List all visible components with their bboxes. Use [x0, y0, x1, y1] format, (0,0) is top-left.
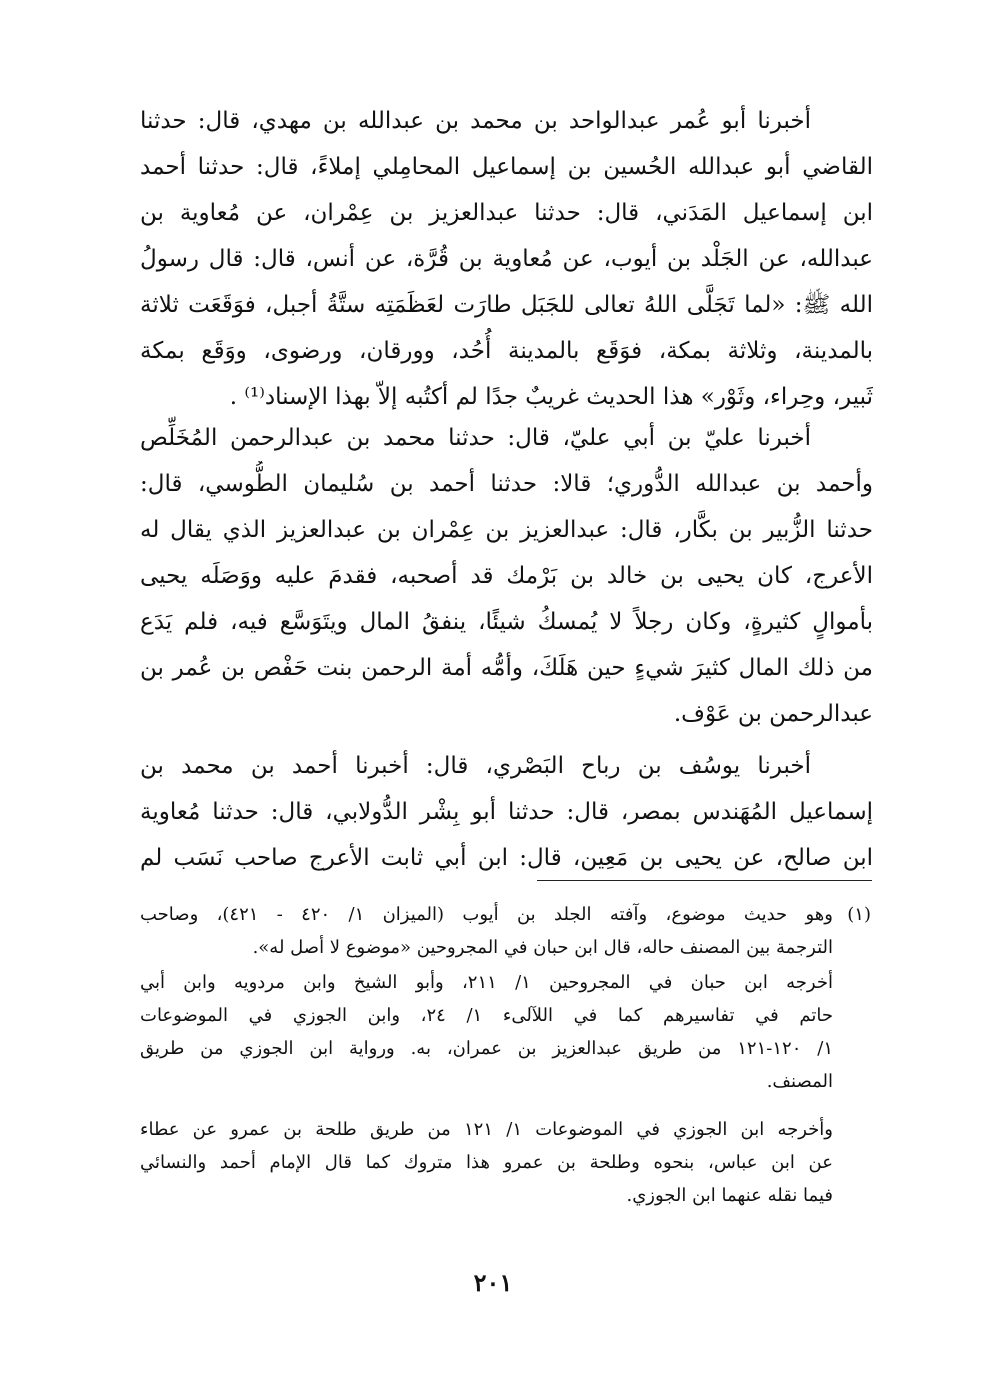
footnote-block-3: [140, 1113, 871, 1212]
text-line: الأعرج، كان يحيى بن خالد بن بَرْمك قد أصحبه، فقدمَ عليه ووَصَلَه يحيى: [140, 563, 873, 589]
text-line: إسماعيل المُهَندس بمصر، قال: حدثنا أبو بِشْر الدُّولابي، قال: حدثنا مُعاوية: [140, 799, 873, 825]
footnote-line: [140, 898, 871, 931]
footnote-marker: (١): [847, 904, 871, 925]
text-line: حدثنا الزُّبير بن بكَّار، قال: عبدالعزيز بن عِمْران بن عبدالعزيز الذي يقال له: [140, 517, 873, 543]
text-line: وأحمد بن عبدالله الدُّوري؛ قالا: حدثنا أحمد بن سُليمان الطُّوسي، قال:: [140, 471, 873, 497]
footnote-line: المصنف.: [766, 1071, 833, 1092]
text-line: من ذلك المال كثيرَ شيءٍ حين هَلَكَ، وأمُّه أمة الرحمن بنت حَفْص بن عُمر بن: [140, 655, 873, 681]
text-line: عبدالرحمن بن عَوْف.: [673, 701, 873, 727]
footnote-line: ١/ ١٢٠-١٢١ من طريق عبدالعزيز بن عمران، به. ورواية ابن الجوزي من طريق: [140, 1038, 833, 1059]
text-line: ثَبير، وحِراء، وثَوْر» هذا الحديث غريبٌ جدًا لم أكتُبه إلاّ بهذا الإسناد⁽¹⁾ .: [229, 384, 873, 410]
text-line: بالمدينة، وثلاثة بمكة، فوَقَع بالمدينة أُحُد، وورقان، ورضوى، ووَقَع بمكة: [140, 338, 873, 364]
text-line: الله ﷺ: «لما تَجَلَّى اللهُ تعالى للجَبَل طارَت لعَظَمَتِه ستَّةُ أجبل، فوَقَعَت ثلاثة: [140, 292, 873, 318]
text-line: القاضي أبو عبدالله الحُسين بن إسماعيل المحامِلي إملاءً، قال: حدثنا أحمد: [140, 154, 873, 180]
footnote-line: عن ابن عباس، بنحوه وطلحة بن عمرو هذا متروك كما قال الإمام أحمد والنسائي: [140, 1152, 833, 1173]
text-line: أخبرنا أبو عُمر عبدالواحد بن محمد بن عبدالله بن مهدي، قال: حدثنا: [140, 108, 811, 134]
footnote-line: حاتم في تفاسيرهم كما في اللآلىء ١/ ٢٤، وابن الجوزي في الموضوعات: [140, 1005, 833, 1026]
footnote-separator: [537, 880, 872, 881]
footnote-line: أخرجه ابن حبان في المجروحين ١/ ٢١١، وأبو الشيخ وابن مردويه وابن أبي: [140, 972, 833, 993]
footnote-block-2: [140, 966, 871, 1098]
page-number: ٢٠١: [473, 1268, 513, 1297]
text-line: عبدالله، عن الجَلْد بن أيوب، عن مُعاوية بن قُرَّة، عن أنس، قال: قال رسولُ: [140, 246, 873, 272]
footnote-line: وأخرجه ابن الجوزي في الموضوعات ١/ ١٢١ من طريق طلحة بن عمرو عن عطاء: [140, 1119, 833, 1140]
text-line: ابن إسماعيل المَدَني، قال: حدثنا عبدالعزيز بن عِمْران، عن مُعاوية بن: [140, 200, 873, 226]
footnote-line: الترجمة بين المصنف حاله، قال ابن حبان في المجروحين «موضوع لا أصل له».: [252, 937, 833, 958]
footnote-line-text: وهو حديث موضوع، وآفته الجلد بن أيوب (الميزان ١/ ٤٢٠ - ٤٢١)، وصاحب: [140, 904, 833, 925]
paragraph-2: [140, 415, 873, 737]
paragraph-3: [140, 743, 873, 881]
footnote-block-1: [140, 898, 871, 964]
text-line: أخبرنا يوسُف بن رباح البَصْري، قال: أخبرنا أحمد بن محمد بن: [140, 753, 811, 779]
text-line: أخبرنا عليّ بن أبي عليّ، قال: حدثنا محمد بن عبدالرحمن المُخَلِّص: [140, 425, 811, 451]
footnote-line: فيما نقله عنهما ابن الجوزي.: [626, 1185, 833, 1206]
paragraph-1: [140, 98, 873, 420]
text-line: ابن صالح، عن يحيى بن مَعِين، قال: ابن أبي ثابت الأعرج صاحب نَسَب لم: [140, 845, 873, 871]
text-line: بأموالٍ كثيرةٍ، وكان رجلاً لا يُمسكُ شيئًا، ينفقُ المال ويتَوَسَّع فيه، فلم يَدَع: [140, 609, 873, 635]
